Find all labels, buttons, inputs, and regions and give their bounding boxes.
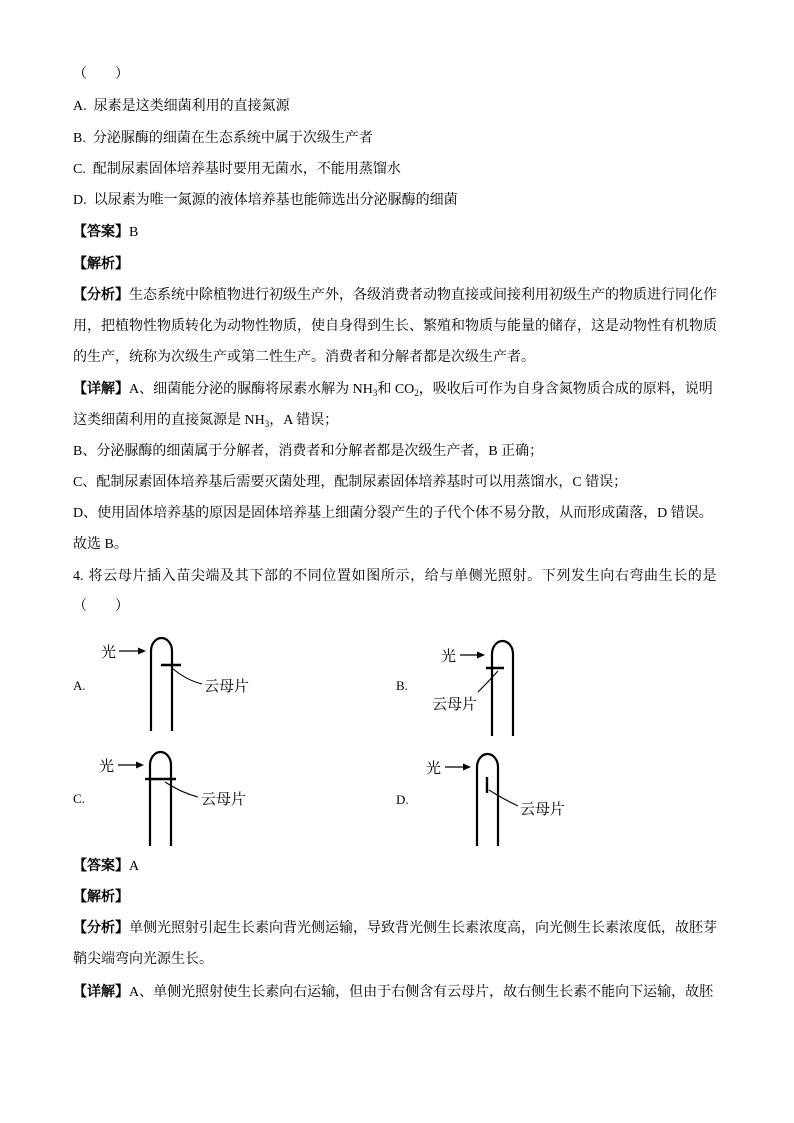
q3-option-d: [73, 191, 458, 211]
q3-detail-line-2: [73, 411, 338, 431]
mica-label: 云母片: [520, 800, 566, 818]
q4-answer: [73, 857, 139, 877]
detail-text: ，A 错误；: [269, 413, 339, 428]
detail-text: 这类细菌利用的直接氮源是 NH: [73, 413, 265, 428]
mica-label: 云母片: [204, 677, 250, 695]
subscript: 3: [264, 419, 270, 429]
detail-tag: 【详解】: [73, 985, 129, 1000]
light-label: 光: [99, 757, 115, 775]
q3-detail-d: D、使用固体培养基的原因是固体培养基上细菌分裂产生的子代个体不易分散，从而形成菌落，D 错误。: [73, 506, 713, 521]
option-text: 以尿素为唯一氮源的液体培养基也能筛选出分泌脲酶的细菌: [93, 193, 458, 208]
q3-detail-line-1: [73, 380, 713, 400]
detail-tag: 【详解】: [73, 382, 129, 397]
q4-analysis-line-1: [73, 919, 717, 939]
q4-detail-line-1: [73, 983, 713, 1003]
question-stem: 将云母片插入苗尖端及其下部的不同位置如图所示，给与单侧光照射。下列发生向右弯曲生长的是: [88, 569, 718, 584]
option-text: 配制尿素固体培养基时要用无菌水，不能用蒸馏水: [92, 162, 401, 177]
leader-line: [489, 790, 518, 806]
q3-analysis-line-1: [73, 286, 717, 306]
coleoptile: [151, 638, 172, 731]
figure-letter: C.: [73, 791, 85, 806]
q3-analysis-line-2: 用，把植物性物质转化为动物性物质，使自身得到生长、繁殖和物质与能量的储存，这是动物性有机物质: [73, 319, 717, 334]
q3-detail-b: B、分泌脲酶的细菌属于分解者，消费者和分解者都是次级生产者，B 正确；: [73, 444, 544, 459]
figure-letter: A.: [73, 678, 86, 693]
light-label: 光: [101, 643, 117, 661]
option-text: 尿素是这类细菌利用的直接氮源: [93, 99, 290, 114]
coleoptile: [477, 754, 498, 846]
q3-answer: [73, 223, 138, 243]
explain-tag: 【解析】: [73, 257, 129, 272]
q3-option-a: [73, 97, 290, 117]
coleoptile: [150, 752, 171, 846]
subscript: 2: [414, 388, 419, 398]
figure-option-d: [396, 754, 565, 846]
q3-explain-heading: [73, 255, 129, 275]
light-arrow-icon: [463, 764, 471, 771]
answer-value: A: [129, 859, 140, 874]
q4-stem: [73, 567, 717, 587]
question-number: 4.: [73, 569, 84, 584]
figure-option-a: [73, 638, 249, 731]
answer-tag: 【答案】: [73, 859, 129, 874]
detail-text: A、单侧光照射使生长素向右运输，但由于右侧含有云母片，故右侧生长素不能向下运输，故胚: [129, 985, 714, 1000]
option-letter: D.: [73, 193, 87, 208]
explain-tag: 【解析】: [73, 890, 129, 905]
q3-answer-blank: （ ）: [73, 67, 129, 82]
figure-option-b: [396, 641, 513, 736]
leader-line: [478, 671, 498, 692]
q3-option-c: [73, 160, 401, 180]
figure-option-c: [73, 752, 246, 846]
subscript: 3: [372, 388, 378, 398]
option-letter: C.: [73, 162, 86, 177]
analysis-text: 生态系统中除植物进行初级生产外，各级消费者动物直接或间接利用初级生产的物质进行同化作: [129, 288, 717, 303]
leader-line: [172, 668, 202, 684]
light-label: 光: [426, 759, 442, 777]
mica-label: 云母片: [201, 790, 247, 808]
figure-letter: B.: [396, 678, 408, 693]
option-letter: B.: [73, 131, 86, 146]
q4-explain-heading: [73, 888, 129, 908]
q4-figures: [0, 625, 794, 865]
mica-label: 云母片: [432, 695, 478, 713]
q3-analysis-line-3: 的生产，统称为次级生产或第二性生产。消费者和分解者都是次级生产者。: [73, 350, 535, 365]
answer-value: B: [129, 225, 139, 240]
detail-text: 和 CO: [377, 382, 415, 397]
answer-tag: 【答案】: [73, 225, 129, 240]
detail-text: A、细菌能分泌的脲酶将尿素水解为 NH: [129, 382, 373, 397]
analysis-tag: 【分析】: [73, 921, 129, 936]
q3-option-b: [73, 129, 373, 149]
q4-analysis-line-2: 鞘尖端弯向光源生长。: [73, 952, 213, 967]
light-arrow-icon: [136, 762, 144, 769]
analysis-tag: 【分析】: [73, 288, 129, 303]
q4-answer-blank: （ ）: [73, 599, 129, 614]
option-text: 分泌脲酶的细菌在生态系统中属于次级生产者: [92, 131, 373, 146]
q3-conclusion: 故选 B。: [73, 537, 128, 552]
coleoptile: [492, 641, 513, 736]
light-arrow-icon: [477, 652, 485, 659]
q3-detail-c: C、配制尿素固体培养基后需要灭菌处理，配制尿素固体培养基时可以用蒸馏水，C 错误；: [73, 475, 628, 490]
analysis-text: 单侧光照射引起生长素向背光侧运输，导致背光侧生长素浓度高，向光侧生长素浓度低，故胚芽: [129, 921, 717, 936]
option-letter: A.: [73, 99, 87, 114]
light-label: 光: [441, 647, 457, 665]
detail-text: ，吸收后可作为自身含氮物质合成的原料，说明: [418, 382, 713, 397]
figure-letter: D.: [396, 792, 409, 807]
light-arrow-icon: [138, 648, 146, 655]
